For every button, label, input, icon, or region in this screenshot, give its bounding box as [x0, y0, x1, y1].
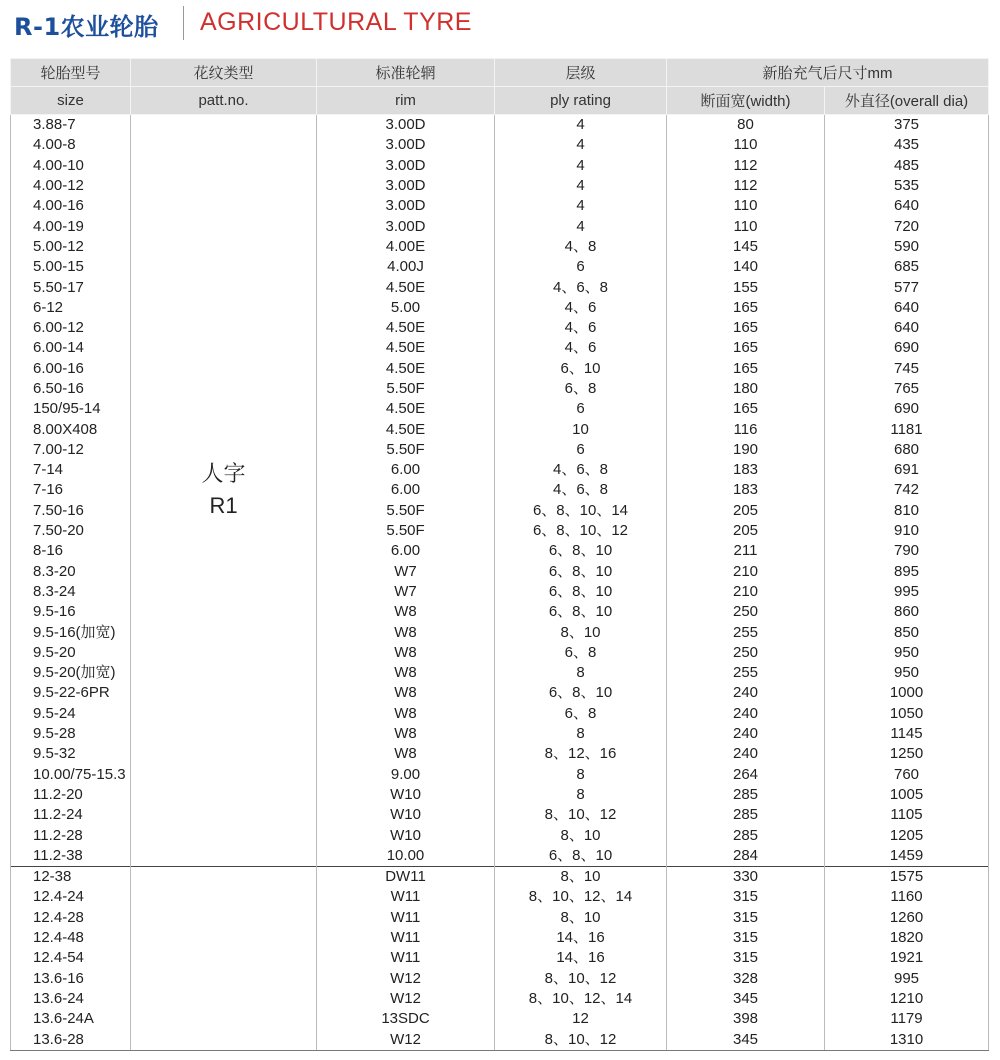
- size-cell: 13.6-28: [11, 1029, 131, 1050]
- rim-cell: 5.50F: [317, 440, 495, 460]
- ply-cell: 8、10、12: [495, 1029, 667, 1050]
- size-cell: 9.5-28: [11, 724, 131, 744]
- rim-cell: W11: [317, 948, 495, 968]
- width-cell: 285: [667, 825, 825, 845]
- size-cell: 6-12: [11, 298, 131, 318]
- size-cell: 11.2-38: [11, 846, 131, 867]
- size-cell: 150/95-14: [11, 399, 131, 419]
- overall-dia-cell: 745: [825, 359, 989, 379]
- overall-dia-cell: 760: [825, 765, 989, 785]
- rim-cell: 6.00: [317, 460, 495, 480]
- rim-cell: 3.00D: [317, 135, 495, 155]
- rim-cell: W10: [317, 825, 495, 845]
- rim-cell: 3.00D: [317, 216, 495, 236]
- rim-cell: W12: [317, 989, 495, 1009]
- size-cell: 4.00-16: [11, 196, 131, 216]
- table-row: [11, 115, 989, 136]
- overall-dia-cell: 720: [825, 216, 989, 236]
- rim-cell: 6.00: [317, 541, 495, 561]
- rim-cell: 3.00D: [317, 176, 495, 196]
- ply-cell: 8、10: [495, 622, 667, 642]
- width-cell: 255: [667, 663, 825, 683]
- overall-dia-cell: 910: [825, 521, 989, 541]
- table-row: [11, 928, 989, 948]
- ply-cell: 6、8: [495, 643, 667, 663]
- overall-dia-cell: 1459: [825, 846, 989, 867]
- rim-cell: W10: [317, 785, 495, 805]
- ply-cell: 6、10: [495, 359, 667, 379]
- overall-dia-cell: 435: [825, 135, 989, 155]
- overall-dia-cell: 1250: [825, 744, 989, 764]
- ply-cell: 6: [495, 440, 667, 460]
- ply-cell: 6、8、10: [495, 602, 667, 622]
- size-cell: 9.5-22-6PR: [11, 683, 131, 703]
- ply-cell: 8、10、12: [495, 805, 667, 825]
- size-cell: 13.6-24: [11, 989, 131, 1009]
- table-row: [11, 866, 989, 887]
- ply-cell: 4: [495, 115, 667, 136]
- ply-cell: 14、16: [495, 928, 667, 948]
- overall-dia-cell: 860: [825, 602, 989, 622]
- ply-cell: 6、8、10、12: [495, 521, 667, 541]
- ply-cell: 6、8、10: [495, 562, 667, 582]
- ply-cell: 8: [495, 785, 667, 805]
- width-cell: 210: [667, 582, 825, 602]
- rim-cell: W8: [317, 724, 495, 744]
- size-cell: 13.6-16: [11, 968, 131, 988]
- size-cell: 9.5-16(加宽): [11, 622, 131, 642]
- size-cell: 9.5-32: [11, 744, 131, 764]
- title-divider: [183, 6, 184, 40]
- size-cell: 4.00-12: [11, 176, 131, 196]
- size-cell: 8.3-20: [11, 562, 131, 582]
- size-cell: 10.00/75-15.3: [11, 765, 131, 785]
- ply-cell: 6、8、10: [495, 683, 667, 703]
- overall-dia-cell: 640: [825, 318, 989, 338]
- width-cell: 315: [667, 887, 825, 907]
- size-cell: 8.3-24: [11, 582, 131, 602]
- rim-cell: W7: [317, 582, 495, 602]
- ply-cell: 10: [495, 419, 667, 439]
- size-cell: 7-16: [11, 480, 131, 500]
- width-cell: 110: [667, 135, 825, 155]
- table-row: [11, 968, 989, 988]
- overall-dia-cell: 995: [825, 968, 989, 988]
- rim-cell: DW11: [317, 866, 495, 887]
- rim-cell: 4.50E: [317, 399, 495, 419]
- ply-cell: 8、10: [495, 825, 667, 845]
- overall-dia-cell: 1310: [825, 1029, 989, 1050]
- rim-cell: W8: [317, 744, 495, 764]
- page-header: [0, 0, 1000, 50]
- ply-cell: 8: [495, 765, 667, 785]
- pattern-code: R1: [209, 493, 238, 519]
- overall-dia-cell: 485: [825, 156, 989, 176]
- ply-cell: 6、8、10: [495, 582, 667, 602]
- width-cell: 315: [667, 948, 825, 968]
- ply-cell: 4、6、8: [495, 480, 667, 500]
- overall-dia-cell: 1005: [825, 785, 989, 805]
- size-cell: 12.4-54: [11, 948, 131, 968]
- rim-cell: 3.00D: [317, 196, 495, 216]
- ply-cell: 6: [495, 399, 667, 419]
- rim-cell: 5.50F: [317, 379, 495, 399]
- overall-dia-cell: 810: [825, 501, 989, 521]
- overall-dia-cell: 895: [825, 562, 989, 582]
- size-cell: 6.00-12: [11, 318, 131, 338]
- product-code-title: R-1农业轮胎: [14, 13, 159, 41]
- ply-cell: 8、10: [495, 908, 667, 928]
- ply-cell: 4: [495, 196, 667, 216]
- width-cell: 240: [667, 704, 825, 724]
- rim-cell: W8: [317, 704, 495, 724]
- width-cell: 250: [667, 643, 825, 663]
- width-cell: 180: [667, 379, 825, 399]
- rim-cell: W7: [317, 562, 495, 582]
- rim-cell: W8: [317, 602, 495, 622]
- width-cell: 328: [667, 968, 825, 988]
- overall-dia-cell: 1921: [825, 948, 989, 968]
- overall-dia-cell: 1205: [825, 825, 989, 845]
- width-cell: 240: [667, 744, 825, 764]
- size-cell: 3.88-7: [11, 115, 131, 136]
- table-row: [11, 989, 989, 1009]
- width-cell: 165: [667, 338, 825, 358]
- tyre-spec-table: [10, 58, 989, 1051]
- overall-dia-cell: 375: [825, 115, 989, 136]
- pattern-cell-empty: [131, 866, 317, 887]
- table-header: [11, 59, 989, 115]
- width-cell: 315: [667, 928, 825, 948]
- width-cell: 255: [667, 622, 825, 642]
- table-row: [11, 908, 989, 928]
- size-cell: 13.6-24A: [11, 1009, 131, 1029]
- overall-dia-cell: 765: [825, 379, 989, 399]
- rim-cell: W11: [317, 928, 495, 948]
- rim-cell: 10.00: [317, 846, 495, 867]
- overall-dia-cell: 577: [825, 277, 989, 297]
- table-row: [11, 948, 989, 968]
- overall-dia-cell: 1575: [825, 866, 989, 887]
- ply-cell: 8、10: [495, 866, 667, 887]
- width-cell: 285: [667, 785, 825, 805]
- ply-cell: 4、6、8: [495, 277, 667, 297]
- header-dimensions-cn: 新胎充气后尺寸mm: [667, 59, 989, 87]
- width-cell: 116: [667, 419, 825, 439]
- rim-cell: W12: [317, 1029, 495, 1050]
- size-cell: 7-14: [11, 460, 131, 480]
- overall-dia-cell: 690: [825, 338, 989, 358]
- pattern-cell-empty: [131, 989, 317, 1009]
- size-cell: 6.00-16: [11, 359, 131, 379]
- rim-cell: 4.00E: [317, 237, 495, 257]
- overall-dia-cell: 742: [825, 480, 989, 500]
- rim-cell: W8: [317, 663, 495, 683]
- pattern-cell-empty: [131, 928, 317, 948]
- width-cell: 190: [667, 440, 825, 460]
- overall-dia-cell: 995: [825, 582, 989, 602]
- overall-dia-cell: 1181: [825, 419, 989, 439]
- overall-dia-cell: 690: [825, 399, 989, 419]
- header-size-en: size: [11, 87, 131, 115]
- ply-cell: 8、10、12: [495, 968, 667, 988]
- header-pattern-cn: 花纹类型: [131, 59, 317, 87]
- size-cell: 11.2-24: [11, 805, 131, 825]
- table-row: [11, 1009, 989, 1029]
- size-cell: 7.50-20: [11, 521, 131, 541]
- size-cell: 12-38: [11, 866, 131, 887]
- ply-cell: 6、8、10: [495, 846, 667, 867]
- rim-cell: W11: [317, 908, 495, 928]
- ply-cell: 6: [495, 257, 667, 277]
- ply-cell: 8、10、12、14: [495, 887, 667, 907]
- ply-cell: 6、8、10、14: [495, 501, 667, 521]
- width-cell: 155: [667, 277, 825, 297]
- rim-cell: W8: [317, 622, 495, 642]
- header-rim-en: rim: [317, 87, 495, 115]
- size-cell: 9.5-20(加宽): [11, 663, 131, 683]
- rim-cell: 3.00D: [317, 156, 495, 176]
- overall-dia-cell: 1260: [825, 908, 989, 928]
- width-cell: 210: [667, 562, 825, 582]
- rim-cell: W10: [317, 805, 495, 825]
- overall-dia-cell: 1160: [825, 887, 989, 907]
- header-width: 断面宽(width): [667, 87, 825, 115]
- ply-cell: 8、12、16: [495, 744, 667, 764]
- ply-cell: 4、6: [495, 318, 667, 338]
- width-cell: 165: [667, 298, 825, 318]
- rim-cell: 6.00: [317, 480, 495, 500]
- pattern-name: 人字: [201, 461, 246, 487]
- size-cell: 12.4-24: [11, 887, 131, 907]
- ply-cell: 4、8: [495, 237, 667, 257]
- overall-dia-cell: 1820: [825, 928, 989, 948]
- ply-cell: 4: [495, 156, 667, 176]
- size-cell: 6.50-16: [11, 379, 131, 399]
- size-cell: 4.00-19: [11, 216, 131, 236]
- size-cell: 7.50-16: [11, 501, 131, 521]
- pattern-cell-empty: [131, 887, 317, 907]
- product-english-title: AGRICULTURAL TYRE: [200, 8, 472, 36]
- width-cell: 205: [667, 521, 825, 541]
- size-cell: 8.00X408: [11, 419, 131, 439]
- width-cell: 110: [667, 196, 825, 216]
- width-cell: 165: [667, 318, 825, 338]
- width-cell: 398: [667, 1009, 825, 1029]
- size-cell: 5.00-12: [11, 237, 131, 257]
- overall-dia-cell: 590: [825, 237, 989, 257]
- width-cell: 80: [667, 115, 825, 136]
- size-cell: 4.00-10: [11, 156, 131, 176]
- size-cell: 11.2-28: [11, 825, 131, 845]
- rim-cell: 9.00: [317, 765, 495, 785]
- overall-dia-cell: 1105: [825, 805, 989, 825]
- rim-cell: 4.50E: [317, 318, 495, 338]
- width-cell: 284: [667, 846, 825, 867]
- rim-cell: W11: [317, 887, 495, 907]
- table-body: [11, 115, 989, 1051]
- pattern-cell-empty: [131, 1029, 317, 1050]
- overall-dia-cell: 680: [825, 440, 989, 460]
- width-cell: 330: [667, 866, 825, 887]
- header-ply-cn: 层级: [495, 59, 667, 87]
- size-cell: 6.00-14: [11, 338, 131, 358]
- width-cell: 315: [667, 908, 825, 928]
- overall-dia-cell: 640: [825, 196, 989, 216]
- width-cell: 140: [667, 257, 825, 277]
- rim-cell: W12: [317, 968, 495, 988]
- pattern-cell-empty: [131, 1009, 317, 1029]
- size-cell: 9.5-16: [11, 602, 131, 622]
- width-cell: 211: [667, 541, 825, 561]
- overall-dia-cell: 1145: [825, 724, 989, 744]
- width-cell: 205: [667, 501, 825, 521]
- size-cell: 9.5-20: [11, 643, 131, 663]
- overall-dia-cell: 1050: [825, 704, 989, 724]
- header-size-cn: 轮胎型号: [11, 59, 131, 87]
- ply-cell: 8: [495, 663, 667, 683]
- overall-dia-cell: 950: [825, 663, 989, 683]
- ply-cell: 4、6、8: [495, 460, 667, 480]
- size-cell: 11.2-20: [11, 785, 131, 805]
- ply-cell: 4: [495, 135, 667, 155]
- ply-cell: 4、6: [495, 338, 667, 358]
- overall-dia-cell: 535: [825, 176, 989, 196]
- overall-dia-cell: 640: [825, 298, 989, 318]
- width-cell: 183: [667, 480, 825, 500]
- header-ply-en: ply rating: [495, 87, 667, 115]
- width-cell: 250: [667, 602, 825, 622]
- width-cell: 240: [667, 724, 825, 744]
- overall-dia-cell: 950: [825, 643, 989, 663]
- size-cell: 5.50-17: [11, 277, 131, 297]
- pattern-cell-empty: [131, 948, 317, 968]
- overall-dia-cell: 1210: [825, 989, 989, 1009]
- header-rim-cn: 标准轮辋: [317, 59, 495, 87]
- ply-cell: 4、6: [495, 298, 667, 318]
- width-cell: 110: [667, 216, 825, 236]
- header-pattern-en: patt.no.: [131, 87, 317, 115]
- rim-cell: 4.50E: [317, 359, 495, 379]
- width-cell: 345: [667, 989, 825, 1009]
- width-cell: 112: [667, 176, 825, 196]
- size-cell: 5.00-15: [11, 257, 131, 277]
- ply-cell: 8: [495, 724, 667, 744]
- size-cell: 9.5-24: [11, 704, 131, 724]
- header-overall-dia: 外直径(overall dia): [825, 87, 989, 115]
- width-cell: 112: [667, 156, 825, 176]
- width-cell: 285: [667, 805, 825, 825]
- width-cell: 145: [667, 237, 825, 257]
- rim-cell: 4.00J: [317, 257, 495, 277]
- rim-cell: 4.50E: [317, 277, 495, 297]
- rim-cell: W8: [317, 683, 495, 703]
- overall-dia-cell: 1000: [825, 683, 989, 703]
- ply-cell: 6、8: [495, 379, 667, 399]
- overall-dia-cell: 1179: [825, 1009, 989, 1029]
- pattern-cell-empty: [131, 908, 317, 928]
- rim-cell: 13SDC: [317, 1009, 495, 1029]
- ply-cell: 8、10、12、14: [495, 989, 667, 1009]
- size-cell: 4.00-8: [11, 135, 131, 155]
- overall-dia-cell: 850: [825, 622, 989, 642]
- rim-cell: 4.50E: [317, 338, 495, 358]
- ply-cell: 6、8、10: [495, 541, 667, 561]
- rim-cell: 3.00D: [317, 115, 495, 136]
- rim-cell: W8: [317, 643, 495, 663]
- width-cell: 165: [667, 359, 825, 379]
- size-cell: 8-16: [11, 541, 131, 561]
- rim-cell: 4.50E: [317, 419, 495, 439]
- width-cell: 264: [667, 765, 825, 785]
- pattern-cell-empty: [131, 968, 317, 988]
- ply-cell: 4: [495, 216, 667, 236]
- table-row: [11, 1029, 989, 1050]
- width-cell: 165: [667, 399, 825, 419]
- size-cell: 7.00-12: [11, 440, 131, 460]
- overall-dia-cell: 790: [825, 541, 989, 561]
- table-row: [11, 887, 989, 907]
- overall-dia-cell: 685: [825, 257, 989, 277]
- width-cell: 240: [667, 683, 825, 703]
- ply-cell: 14、16: [495, 948, 667, 968]
- rim-cell: 5.50F: [317, 501, 495, 521]
- overall-dia-cell: 691: [825, 460, 989, 480]
- width-cell: 345: [667, 1029, 825, 1050]
- size-cell: 12.4-48: [11, 928, 131, 948]
- size-cell: 12.4-28: [11, 908, 131, 928]
- pattern-cell: [131, 115, 317, 867]
- width-cell: 183: [667, 460, 825, 480]
- rim-cell: 5.50F: [317, 521, 495, 541]
- ply-cell: 4: [495, 176, 667, 196]
- rim-cell: 5.00: [317, 298, 495, 318]
- ply-cell: 12: [495, 1009, 667, 1029]
- ply-cell: 6、8: [495, 704, 667, 724]
